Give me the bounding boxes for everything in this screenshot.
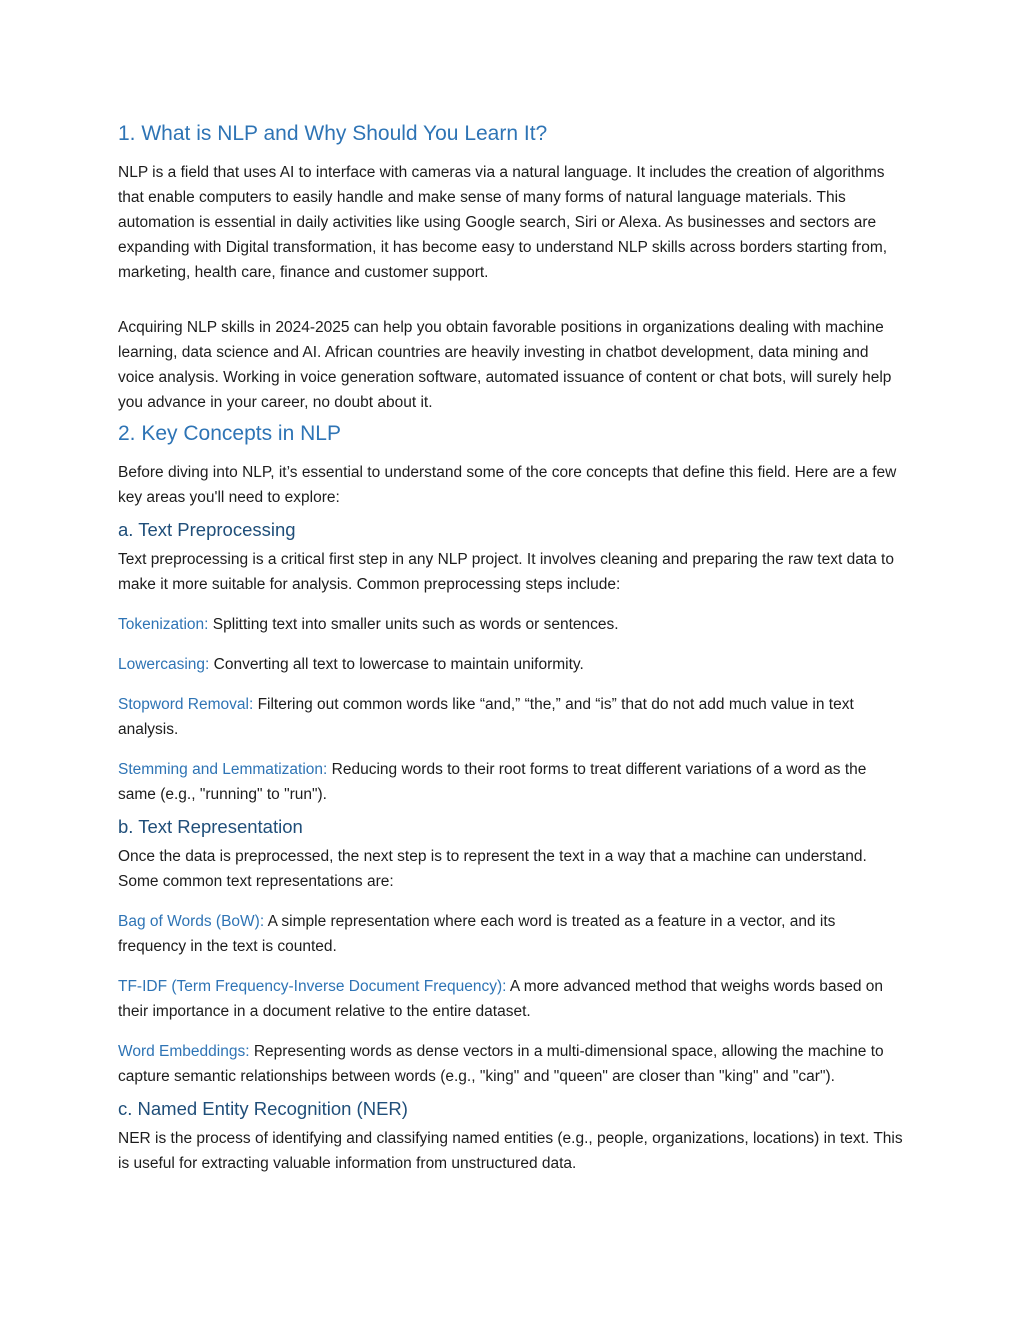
term-stemming-lemmatization-text: Reducing words to their root forms to treat different variations of a word as the same (e.g., "running" to "run"). — [118, 761, 867, 803]
section-2-heading: 2. Key Concepts in NLP — [118, 422, 341, 445]
paragraph-nlp-definition: NLP is a field that uses AI to interface with cameras via a natural language. It includes the creation of algorithms that enable computers to easily handle and make sense of many forms of natural language materials. This automation is essential in daily activities like using Google search, Siri or Alexa. As businesses and sectors are expanding with Digital transformation, it has become easy to understand NLP skills across borders starting from, marketing, health care, finance and customer support. — [118, 164, 888, 281]
term-bag-of-words — [118, 909, 906, 959]
term-word-embeddings — [118, 1039, 906, 1089]
paragraph-ner-intro: NER is the process of identifying and classifying named entities (e.g., people, organizations, locations) in text. This is useful for extracting valuable information from unstructured data. — [118, 1130, 903, 1172]
term-tokenization-text: Splitting text into smaller units such as words or sentences. — [212, 616, 619, 633]
term-stemming-lemmatization — [118, 757, 906, 807]
subsection-b-heading: b. Text Representation — [118, 816, 303, 837]
section-1-heading: 1. What is NLP and Why Should You Learn It? — [118, 122, 548, 145]
term-word-embeddings-text: Representing words as dense vectors in a multi-dimensional space, allowing the machine to capture semantic relationships between words (e.g., "king" and "queen" are closer than "king" and "car"). — [118, 1043, 884, 1085]
term-bag-of-words-label: Bag of Words (BoW): — [118, 913, 265, 930]
term-lowercasing — [118, 652, 906, 677]
term-tokenization — [118, 612, 906, 637]
paragraph-representation-intro: Once the data is preprocessed, the next step is to represent the text in a way that a machine can understand. Some common text representations are: — [118, 848, 867, 890]
term-stopword-removal — [118, 692, 906, 742]
term-tf-idf-text: A more advanced method that weighs words based on their importance in a document relative to the entire dataset. — [118, 978, 884, 1020]
term-tokenization-label: Tokenization: — [118, 616, 209, 633]
subsection-c-heading: c. Named Entity Recognition (NER) — [118, 1098, 408, 1119]
term-lowercasing-text: Converting all text to lowercase to maintain uniformity. — [213, 656, 584, 673]
paragraph-concepts-intro: Before diving into NLP, it’s essential to understand some of the core concepts that define this field. Here are a few key areas you'll need to explore: — [118, 464, 897, 506]
paragraph-preprocessing-intro: Text preprocessing is a critical first step in any NLP project. It involves cleaning and preparing the raw text data to make it more suitable for analysis. Common preprocessing steps include: — [118, 551, 894, 593]
term-stemming-lemmatization-label: Stemming and Lemmatization: — [118, 761, 328, 778]
term-tf-idf-label: TF-IDF (Term Frequency-Inverse Document Frequency): — [118, 978, 507, 995]
paragraph-nlp-careers: Acquiring NLP skills in 2024-2025 can help you obtain favorable positions in organizations dealing with machine learning, data science and AI. African countries are heavily investing in chatbot development, data mining and voice analysis. Working in voice generation software, automated issuance of content or chat bots, will surely help you advance in your career, no doubt about it. — [118, 319, 892, 411]
term-bag-of-words-text: A simple representation where each word is treated as a feature in a vector, and its frequency in the text is counted. — [118, 913, 836, 955]
term-stopword-removal-text: Filtering out common words like “and,” “the,” and “is” that do not add much value in text analysis. — [118, 696, 854, 738]
term-stopword-removal-label: Stopword Removal: — [118, 696, 254, 713]
term-word-embeddings-label: Word Embeddings: — [118, 1043, 250, 1060]
subsection-a-heading: a. Text Preprocessing — [118, 519, 296, 540]
term-tf-idf — [118, 974, 906, 1024]
term-lowercasing-label: Lowercasing: — [118, 656, 210, 673]
